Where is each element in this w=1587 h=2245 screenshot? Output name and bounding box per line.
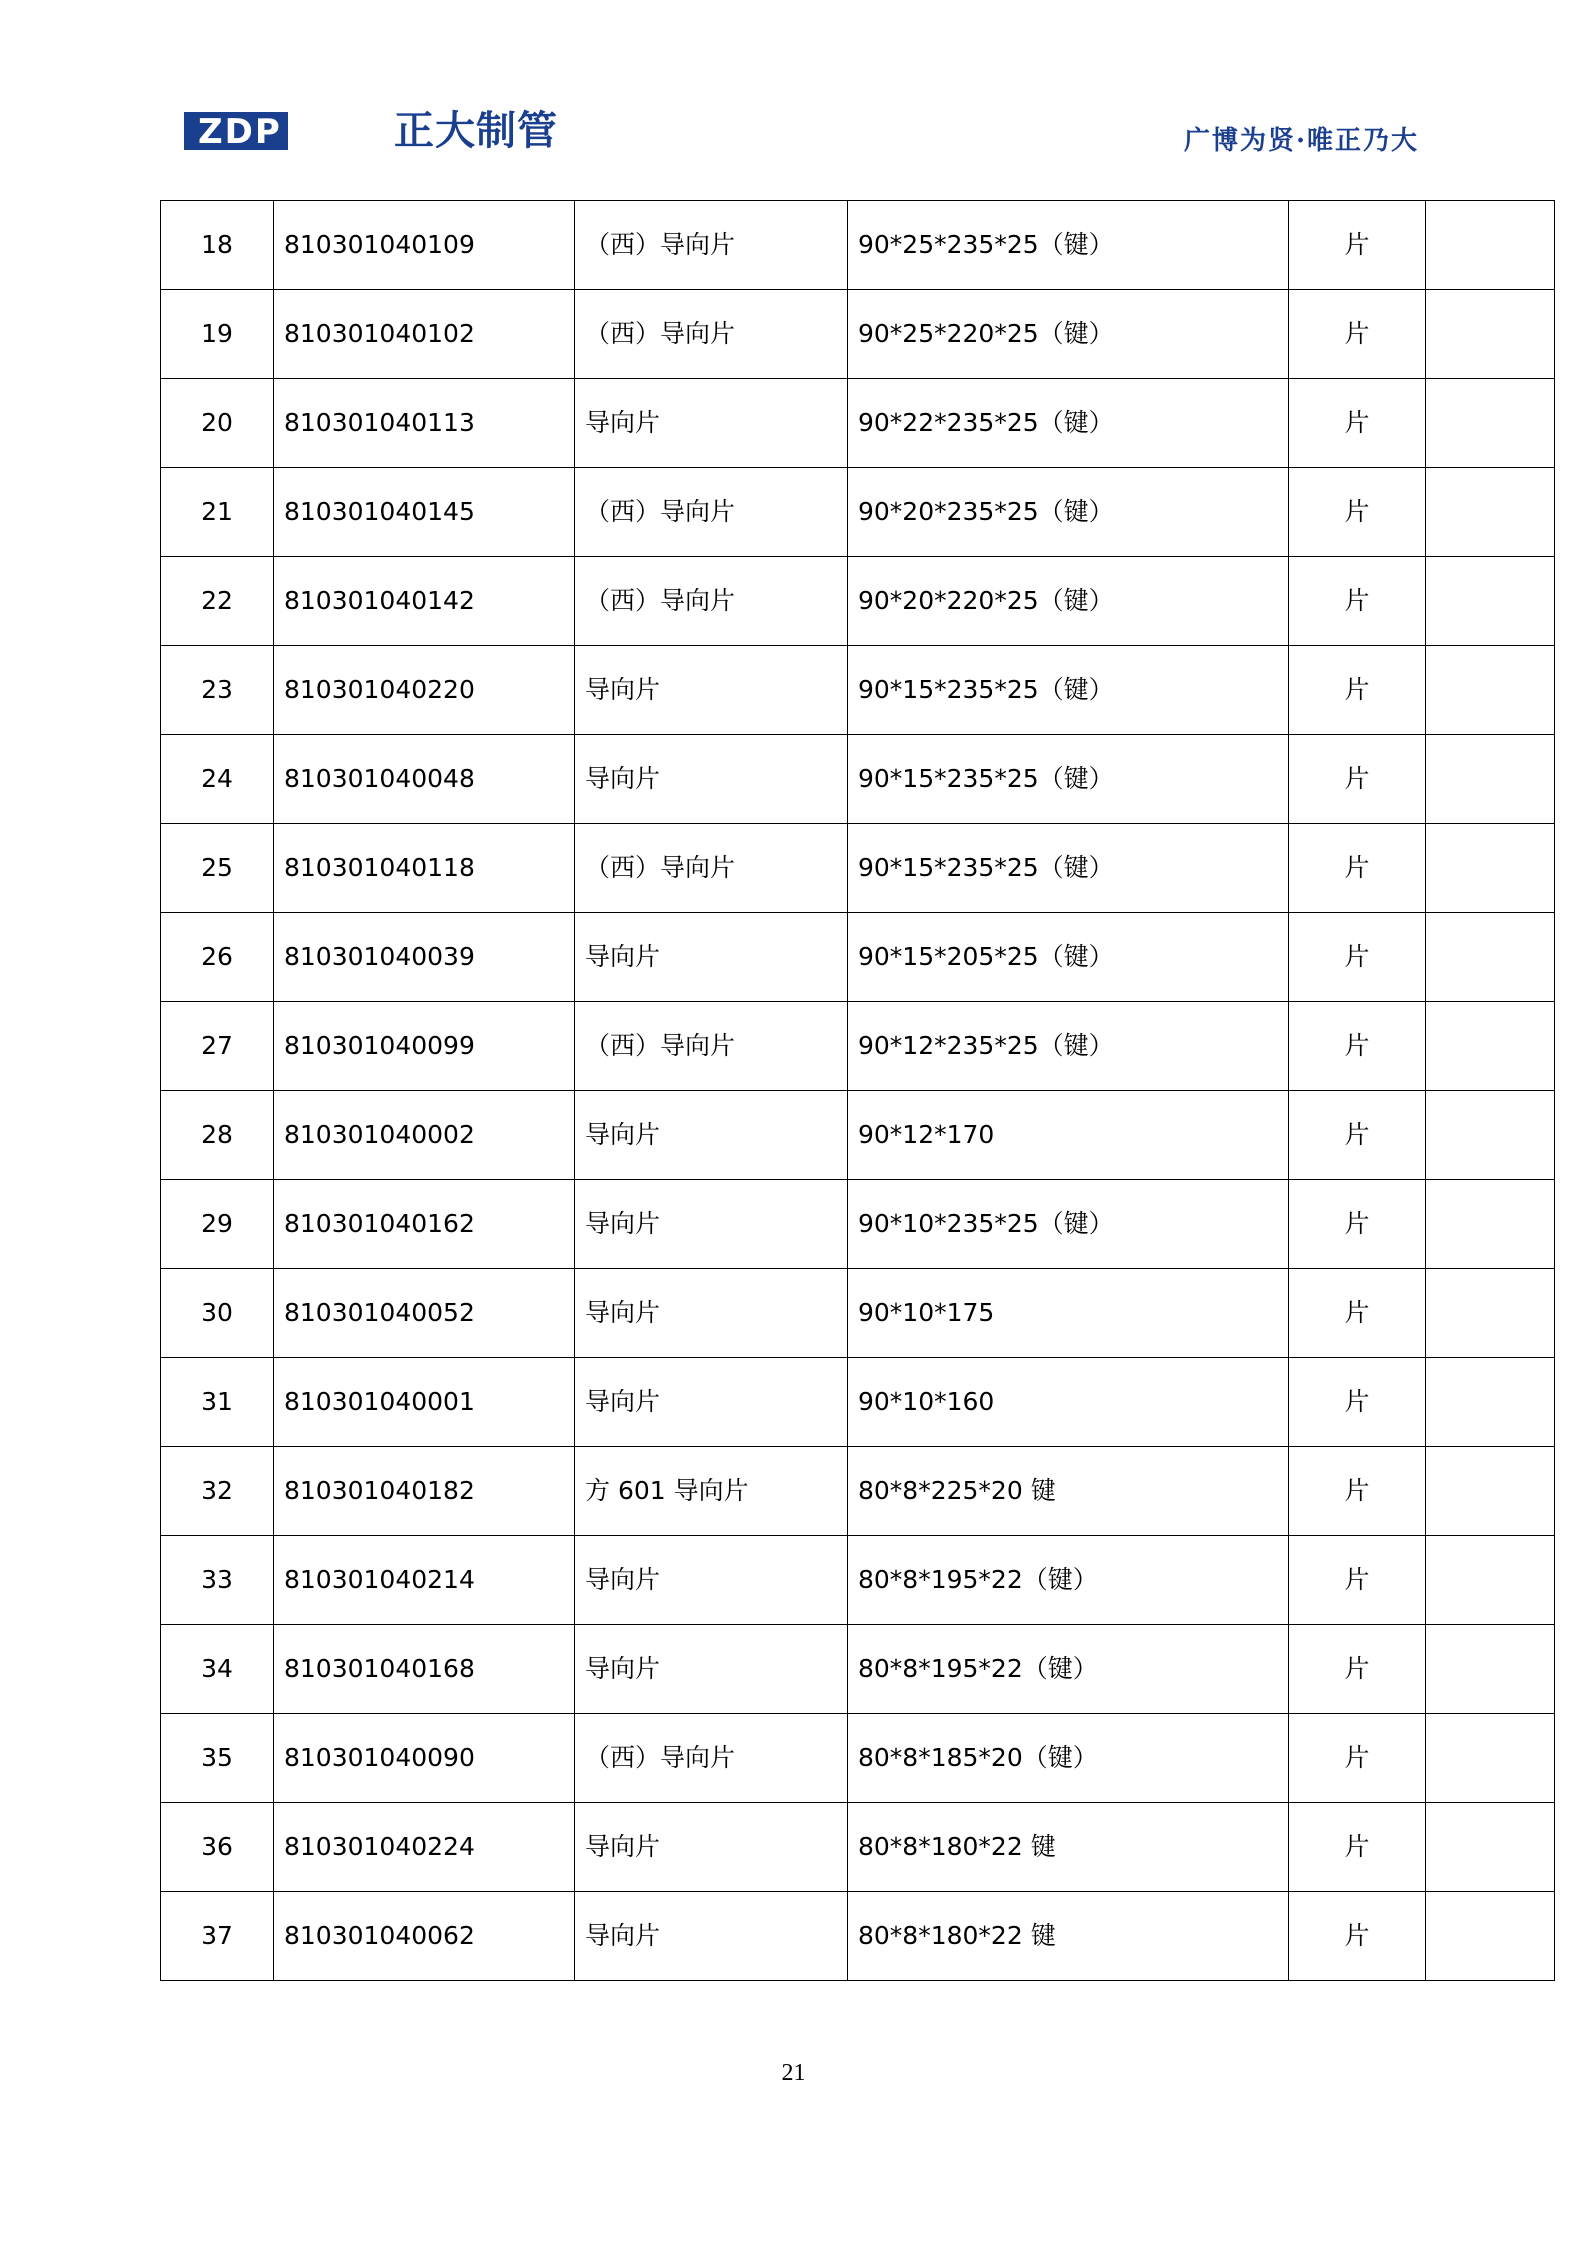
cell-spec: 90*20*235*25（键） [848, 468, 1289, 557]
cell-unit: 片 [1289, 1892, 1426, 1981]
cell-index: 30 [161, 1269, 274, 1358]
cell-code: 810301040099 [274, 1002, 575, 1091]
cell-index: 24 [161, 735, 274, 824]
cell-blank [1426, 1803, 1555, 1892]
cell-blank [1426, 1714, 1555, 1803]
cell-code: 810301040214 [274, 1536, 575, 1625]
cell-name: 导向片 [575, 1358, 848, 1447]
cell-index: 27 [161, 1002, 274, 1091]
cell-name: 导向片 [575, 646, 848, 735]
cell-unit: 片 [1289, 379, 1426, 468]
cell-spec: 80*8*180*22 键 [848, 1892, 1289, 1981]
table-row [161, 1625, 1555, 1714]
cell-blank [1426, 913, 1555, 1002]
cell-unit: 片 [1289, 468, 1426, 557]
cell-spec: 90*22*235*25（键） [848, 379, 1289, 468]
cell-blank [1426, 646, 1555, 735]
cell-index: 18 [161, 201, 274, 290]
cell-index: 26 [161, 913, 274, 1002]
page-header [0, 108, 1587, 178]
cell-name: （西）导向片 [575, 468, 848, 557]
cell-code: 810301040048 [274, 735, 575, 824]
cell-code: 810301040113 [274, 379, 575, 468]
cell-index: 20 [161, 379, 274, 468]
cell-spec: 90*15*235*25（键） [848, 824, 1289, 913]
cell-unit: 片 [1289, 735, 1426, 824]
cell-name: 导向片 [575, 913, 848, 1002]
cell-index: 36 [161, 1803, 274, 1892]
cell-blank [1426, 735, 1555, 824]
cell-unit: 片 [1289, 1269, 1426, 1358]
company-logo [184, 108, 558, 154]
cell-name: 导向片 [575, 1892, 848, 1981]
cell-spec: 90*15*235*25（键） [848, 646, 1289, 735]
cell-blank [1426, 379, 1555, 468]
cell-index: 33 [161, 1536, 274, 1625]
cell-index: 29 [161, 1180, 274, 1269]
cell-index: 19 [161, 290, 274, 379]
table-row [161, 290, 1555, 379]
cell-blank [1426, 1091, 1555, 1180]
cell-code: 810301040039 [274, 913, 575, 1002]
cell-spec: 80*8*185*20（键） [848, 1714, 1289, 1803]
parts-table-container [160, 200, 1428, 1981]
cell-blank [1426, 1180, 1555, 1269]
cell-unit: 片 [1289, 1714, 1426, 1803]
cell-unit: 片 [1289, 1625, 1426, 1714]
cell-name: 导向片 [575, 1803, 848, 1892]
cell-index: 28 [161, 1091, 274, 1180]
cell-unit: 片 [1289, 1358, 1426, 1447]
cell-code: 810301040142 [274, 557, 575, 646]
cell-code: 810301040002 [274, 1091, 575, 1180]
table-row [161, 1803, 1555, 1892]
table-row [161, 557, 1555, 646]
cell-unit: 片 [1289, 1803, 1426, 1892]
cell-name: 导向片 [575, 1269, 848, 1358]
cell-spec: 90*25*235*25（键） [848, 201, 1289, 290]
cell-unit: 片 [1289, 290, 1426, 379]
cell-unit: 片 [1289, 1002, 1426, 1091]
table-row [161, 1714, 1555, 1803]
cell-spec: 90*10*235*25（键） [848, 1180, 1289, 1269]
parts-table-body [161, 201, 1555, 1981]
cell-unit: 片 [1289, 201, 1426, 290]
cell-code: 810301040224 [274, 1803, 575, 1892]
cell-index: 25 [161, 824, 274, 913]
cell-code: 810301040090 [274, 1714, 575, 1803]
cell-spec: 90*25*220*25（键） [848, 290, 1289, 379]
cell-name: （西）导向片 [575, 1714, 848, 1803]
table-row [161, 913, 1555, 1002]
cell-unit: 片 [1289, 557, 1426, 646]
cell-name: 导向片 [575, 379, 848, 468]
table-row [161, 201, 1555, 290]
cell-name: 导向片 [575, 1536, 848, 1625]
zdp-logo-icon [184, 108, 384, 154]
cell-spec: 80*8*195*22（键） [848, 1625, 1289, 1714]
cell-name: 导向片 [575, 1180, 848, 1269]
cell-unit: 片 [1289, 913, 1426, 1002]
cell-name: 导向片 [575, 1091, 848, 1180]
table-row [161, 1447, 1555, 1536]
cell-index: 32 [161, 1447, 274, 1536]
table-row [161, 1269, 1555, 1358]
company-slogan: 广博为贤·唯正乃大 [1183, 126, 1419, 156]
cell-name: （西）导向片 [575, 290, 848, 379]
cell-index: 23 [161, 646, 274, 735]
cell-code: 810301040162 [274, 1180, 575, 1269]
cell-code: 810301040182 [274, 1447, 575, 1536]
table-row [161, 1180, 1555, 1269]
parts-table [160, 200, 1555, 1981]
cell-name: （西）导向片 [575, 201, 848, 290]
cell-spec: 80*8*225*20 键 [848, 1447, 1289, 1536]
cell-code: 810301040220 [274, 646, 575, 735]
cell-unit: 片 [1289, 824, 1426, 913]
page-footer [0, 2060, 1587, 2087]
table-row [161, 735, 1555, 824]
cell-name: 方 601 导向片 [575, 1447, 848, 1536]
cell-blank [1426, 1002, 1555, 1091]
cell-name: （西）导向片 [575, 1002, 848, 1091]
cell-spec: 80*8*180*22 键 [848, 1803, 1289, 1892]
cell-code: 810301040145 [274, 468, 575, 557]
cell-spec: 90*15*205*25（键） [848, 913, 1289, 1002]
cell-name: （西）导向片 [575, 824, 848, 913]
cell-blank [1426, 468, 1555, 557]
cell-spec: 90*20*220*25（键） [848, 557, 1289, 646]
cell-blank [1426, 1536, 1555, 1625]
cell-spec: 90*10*175 [848, 1269, 1289, 1358]
cell-unit: 片 [1289, 1536, 1426, 1625]
cell-code: 810301040102 [274, 290, 575, 379]
company-name-cn: 正大制管 [394, 108, 558, 154]
cell-unit: 片 [1289, 1447, 1426, 1536]
cell-code: 810301040118 [274, 824, 575, 913]
cell-index: 31 [161, 1358, 274, 1447]
cell-blank [1426, 824, 1555, 913]
cell-unit: 片 [1289, 1180, 1426, 1269]
cell-spec: 80*8*195*22（键） [848, 1536, 1289, 1625]
cell-index: 22 [161, 557, 274, 646]
cell-unit: 片 [1289, 646, 1426, 735]
page-number: 21 [781, 2060, 806, 2086]
table-row [161, 1358, 1555, 1447]
cell-spec: 90*12*235*25（键） [848, 1002, 1289, 1091]
cell-blank [1426, 1892, 1555, 1981]
cell-name: 导向片 [575, 1625, 848, 1714]
cell-code: 810301040168 [274, 1625, 575, 1714]
cell-blank [1426, 1269, 1555, 1358]
table-row [161, 824, 1555, 913]
cell-blank [1426, 290, 1555, 379]
table-row [161, 1002, 1555, 1091]
cell-index: 34 [161, 1625, 274, 1714]
cell-code: 810301040062 [274, 1892, 575, 1981]
table-row [161, 1536, 1555, 1625]
cell-code: 810301040001 [274, 1358, 575, 1447]
cell-spec: 90*12*170 [848, 1091, 1289, 1180]
cell-blank [1426, 1447, 1555, 1536]
cell-blank [1426, 201, 1555, 290]
svg-text:ZDP: ZDP [198, 112, 282, 152]
cell-blank [1426, 1358, 1555, 1447]
cell-blank [1426, 557, 1555, 646]
cell-index: 37 [161, 1892, 274, 1981]
cell-index: 21 [161, 468, 274, 557]
cell-name: 导向片 [575, 735, 848, 824]
table-row [161, 1892, 1555, 1981]
cell-code: 810301040109 [274, 201, 575, 290]
cell-spec: 90*10*160 [848, 1358, 1289, 1447]
cell-blank [1426, 1625, 1555, 1714]
cell-index: 35 [161, 1714, 274, 1803]
cell-spec: 90*15*235*25（键） [848, 735, 1289, 824]
cell-unit: 片 [1289, 1091, 1426, 1180]
table-row [161, 1091, 1555, 1180]
table-row [161, 379, 1555, 468]
cell-code: 810301040052 [274, 1269, 575, 1358]
table-row [161, 468, 1555, 557]
table-row [161, 646, 1555, 735]
cell-name: （西）导向片 [575, 557, 848, 646]
